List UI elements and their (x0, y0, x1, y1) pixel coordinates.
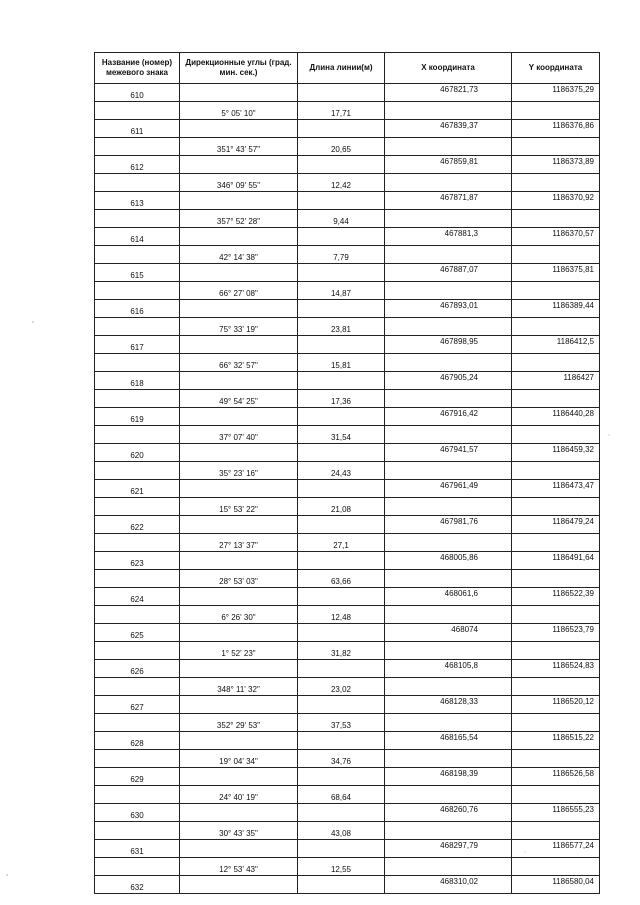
line-length-cell: 37,53 (298, 714, 385, 732)
empty-length-cell (298, 372, 385, 390)
segment-row (95, 318, 600, 336)
direction-angle-cell: 1° 52' 23" (180, 642, 298, 660)
empty-length-cell (298, 156, 385, 174)
y-coordinate-cell: 1186427 (512, 372, 600, 390)
direction-angle-cell: 357° 52' 28" (180, 210, 298, 228)
x-coordinate-cell: 467887,07 (385, 264, 512, 282)
mark-name-cell: 617 (95, 336, 180, 354)
x-coordinate-cell: 467905,24 (385, 372, 512, 390)
mark-name-cell: 630 (95, 804, 180, 822)
line-length-cell: 34,76 (298, 750, 385, 768)
line-length-cell: 21,08 (298, 498, 385, 516)
empty-name-cell (95, 282, 180, 300)
x-coordinate-cell: 467871,87 (385, 192, 512, 210)
line-length-cell: 27,1 (298, 534, 385, 552)
empty-length-cell (298, 192, 385, 210)
mark-name-cell: 625 (95, 624, 180, 642)
empty-name-cell (95, 606, 180, 624)
point-row (95, 300, 600, 318)
point-row (95, 480, 600, 498)
segment-row (95, 354, 600, 372)
point-row (95, 876, 600, 894)
x-coordinate-cell: 468198,39 (385, 768, 512, 786)
y-coordinate-cell: 1186526,58 (512, 768, 600, 786)
empty-x-cell (385, 246, 512, 264)
direction-angle-cell: 6° 26' 30" (180, 606, 298, 624)
empty-angle-cell (180, 300, 298, 318)
empty-x-cell (385, 858, 512, 876)
empty-length-cell (298, 768, 385, 786)
empty-length-cell (298, 480, 385, 498)
point-row (95, 588, 600, 606)
empty-angle-cell (180, 336, 298, 354)
line-length-cell: 63,66 (298, 570, 385, 588)
header-y-coordinate: Y координата (512, 53, 600, 84)
y-coordinate-cell: 1186479,24 (512, 516, 600, 534)
direction-angle-cell: 24° 40' 19" (180, 786, 298, 804)
point-row (95, 732, 600, 750)
line-length-cell: 15,81 (298, 354, 385, 372)
line-length-cell: 24,43 (298, 462, 385, 480)
mark-name-cell: 620 (95, 444, 180, 462)
empty-x-cell (385, 102, 512, 120)
x-coordinate-cell: 468061,6 (385, 588, 512, 606)
point-row (95, 156, 600, 174)
empty-y-cell (512, 858, 600, 876)
line-length-cell: 68,64 (298, 786, 385, 804)
empty-y-cell (512, 282, 600, 300)
empty-length-cell (298, 588, 385, 606)
line-length-cell: 17,36 (298, 390, 385, 408)
mark-name-cell: 623 (95, 552, 180, 570)
empty-length-cell (298, 264, 385, 282)
empty-x-cell (385, 390, 512, 408)
empty-name-cell (95, 210, 180, 228)
empty-name-cell (95, 786, 180, 804)
header-row (95, 53, 600, 84)
x-coordinate-cell: 468310,02 (385, 876, 512, 894)
scan-speck (609, 435, 610, 436)
direction-angle-cell: 49° 54' 25" (180, 390, 298, 408)
segment-row (95, 282, 600, 300)
empty-length-cell (298, 516, 385, 534)
segment-row (95, 678, 600, 696)
empty-name-cell (95, 750, 180, 768)
direction-angle-cell: 352° 29' 53" (180, 714, 298, 732)
segment-row (95, 786, 600, 804)
direction-angle-cell: 15° 53' 22" (180, 498, 298, 516)
empty-name-cell (95, 426, 180, 444)
point-row (95, 120, 600, 138)
header-direction-angle: Дирекционные углы (град. мин. сек.) (180, 53, 298, 84)
mark-name-cell: 624 (95, 588, 180, 606)
empty-angle-cell (180, 696, 298, 714)
empty-y-cell (512, 678, 600, 696)
empty-length-cell (298, 624, 385, 642)
table-header (95, 53, 600, 84)
empty-x-cell (385, 498, 512, 516)
x-coordinate-cell: 467961,49 (385, 480, 512, 498)
y-coordinate-cell: 1186524,83 (512, 660, 600, 678)
direction-angle-cell: 27° 13' 37" (180, 534, 298, 552)
direction-angle-cell: 28° 53' 03" (180, 570, 298, 588)
point-row (95, 264, 600, 282)
empty-length-cell (298, 876, 385, 894)
y-coordinate-cell: 1186370,92 (512, 192, 600, 210)
y-coordinate-cell: 1186491,64 (512, 552, 600, 570)
y-coordinate-cell: 1186580,04 (512, 876, 600, 894)
boundary-marks-table-sheet (94, 52, 599, 894)
segment-row (95, 498, 600, 516)
y-coordinate-cell: 1186412,5 (512, 336, 600, 354)
y-coordinate-cell: 1186459,32 (512, 444, 600, 462)
mark-name-cell: 628 (95, 732, 180, 750)
direction-angle-cell: 35° 23' 16" (180, 462, 298, 480)
empty-name-cell (95, 858, 180, 876)
y-coordinate-cell: 1186375,29 (512, 84, 600, 102)
empty-length-cell (298, 120, 385, 138)
y-coordinate-cell: 1186522,39 (512, 588, 600, 606)
point-row (95, 444, 600, 462)
empty-y-cell (512, 642, 600, 660)
direction-angle-cell: 346° 09' 55" (180, 174, 298, 192)
y-coordinate-cell: 1186375,81 (512, 264, 600, 282)
segment-row (95, 246, 600, 264)
empty-length-cell (298, 336, 385, 354)
empty-angle-cell (180, 120, 298, 138)
empty-angle-cell (180, 480, 298, 498)
empty-angle-cell (180, 624, 298, 642)
empty-x-cell (385, 570, 512, 588)
point-row (95, 192, 600, 210)
point-row (95, 336, 600, 354)
empty-name-cell (95, 714, 180, 732)
segment-row (95, 210, 600, 228)
y-coordinate-cell: 1186473,47 (512, 480, 600, 498)
y-coordinate-cell: 1186389,44 (512, 300, 600, 318)
line-length-cell: 31,54 (298, 426, 385, 444)
empty-angle-cell (180, 156, 298, 174)
segment-row (95, 462, 600, 480)
empty-length-cell (298, 696, 385, 714)
segment-row (95, 822, 600, 840)
empty-angle-cell (180, 516, 298, 534)
empty-length-cell (298, 660, 385, 678)
line-length-cell: 7,79 (298, 246, 385, 264)
empty-name-cell (95, 318, 180, 336)
point-row (95, 552, 600, 570)
empty-x-cell (385, 138, 512, 156)
point-row (95, 624, 600, 642)
point-row (95, 768, 600, 786)
mark-name-cell: 610 (95, 84, 180, 102)
x-coordinate-cell: 467916,42 (385, 408, 512, 426)
segment-row (95, 714, 600, 732)
segment-row (95, 534, 600, 552)
empty-x-cell (385, 354, 512, 372)
direction-angle-cell: 5° 05' 10" (180, 102, 298, 120)
empty-angle-cell (180, 768, 298, 786)
point-row (95, 408, 600, 426)
empty-y-cell (512, 822, 600, 840)
y-coordinate-cell: 1186515,22 (512, 732, 600, 750)
empty-name-cell (95, 246, 180, 264)
empty-y-cell (512, 606, 600, 624)
empty-angle-cell (180, 804, 298, 822)
empty-y-cell (512, 534, 600, 552)
empty-y-cell (512, 498, 600, 516)
empty-name-cell (95, 534, 180, 552)
empty-length-cell (298, 228, 385, 246)
boundary-marks-table (94, 52, 600, 894)
mark-name-cell: 627 (95, 696, 180, 714)
direction-angle-cell: 30° 43' 35" (180, 822, 298, 840)
mark-name-cell: 619 (95, 408, 180, 426)
y-coordinate-cell: 1186440,28 (512, 408, 600, 426)
empty-angle-cell (180, 192, 298, 210)
empty-x-cell (385, 822, 512, 840)
empty-x-cell (385, 462, 512, 480)
line-length-cell: 12,42 (298, 174, 385, 192)
empty-x-cell (385, 750, 512, 768)
empty-x-cell (385, 642, 512, 660)
x-coordinate-cell: 467859,81 (385, 156, 512, 174)
empty-length-cell (298, 84, 385, 102)
empty-y-cell (512, 750, 600, 768)
scan-speck (32, 321, 33, 322)
empty-name-cell (95, 390, 180, 408)
direction-angle-cell: 66° 27' 08" (180, 282, 298, 300)
empty-name-cell (95, 678, 180, 696)
x-coordinate-cell: 468260,76 (385, 804, 512, 822)
empty-x-cell (385, 606, 512, 624)
y-coordinate-cell: 1186523,79 (512, 624, 600, 642)
mark-name-cell: 626 (95, 660, 180, 678)
x-coordinate-cell: 467981,76 (385, 516, 512, 534)
segment-row (95, 390, 600, 408)
y-coordinate-cell: 1186577,24 (512, 840, 600, 858)
empty-y-cell (512, 390, 600, 408)
segment-row (95, 750, 600, 768)
empty-length-cell (298, 552, 385, 570)
empty-length-cell (298, 732, 385, 750)
mark-name-cell: 614 (95, 228, 180, 246)
empty-name-cell (95, 174, 180, 192)
empty-y-cell (512, 570, 600, 588)
x-coordinate-cell: 467941,57 (385, 444, 512, 462)
empty-name-cell (95, 498, 180, 516)
empty-y-cell (512, 462, 600, 480)
empty-y-cell (512, 210, 600, 228)
point-row (95, 84, 600, 102)
empty-angle-cell (180, 264, 298, 282)
empty-y-cell (512, 174, 600, 192)
empty-name-cell (95, 102, 180, 120)
segment-row (95, 642, 600, 660)
segment-row (95, 858, 600, 876)
line-length-cell: 17,71 (298, 102, 385, 120)
empty-length-cell (298, 300, 385, 318)
segment-row (95, 102, 600, 120)
x-coordinate-cell: 468074 (385, 624, 512, 642)
point-row (95, 516, 600, 534)
empty-y-cell (512, 786, 600, 804)
empty-angle-cell (180, 408, 298, 426)
empty-x-cell (385, 318, 512, 336)
empty-angle-cell (180, 840, 298, 858)
line-length-cell: 20,65 (298, 138, 385, 156)
point-row (95, 372, 600, 390)
x-coordinate-cell: 468005,86 (385, 552, 512, 570)
header-line-length: Длина линии(м) (298, 53, 385, 84)
table-body (95, 84, 600, 894)
direction-angle-cell: 66° 32' 57" (180, 354, 298, 372)
x-coordinate-cell: 468297,79 (385, 840, 512, 858)
y-coordinate-cell: 1186373,89 (512, 156, 600, 174)
mark-name-cell: 621 (95, 480, 180, 498)
empty-length-cell (298, 408, 385, 426)
segment-row (95, 174, 600, 192)
x-coordinate-cell: 467821,73 (385, 84, 512, 102)
empty-name-cell (95, 642, 180, 660)
line-length-cell: 23,02 (298, 678, 385, 696)
header-x-coordinate: X координата (385, 53, 512, 84)
empty-length-cell (298, 804, 385, 822)
line-length-cell: 31,82 (298, 642, 385, 660)
empty-angle-cell (180, 732, 298, 750)
direction-angle-cell: 12° 53' 43" (180, 858, 298, 876)
empty-name-cell (95, 570, 180, 588)
empty-y-cell (512, 138, 600, 156)
empty-angle-cell (180, 552, 298, 570)
empty-x-cell (385, 210, 512, 228)
x-coordinate-cell: 467898,95 (385, 336, 512, 354)
point-row (95, 660, 600, 678)
mark-name-cell: 611 (95, 120, 180, 138)
direction-angle-cell: 42° 14' 38" (180, 246, 298, 264)
empty-y-cell (512, 246, 600, 264)
empty-name-cell (95, 462, 180, 480)
x-coordinate-cell: 467893,01 (385, 300, 512, 318)
segment-row (95, 570, 600, 588)
line-length-cell: 14,87 (298, 282, 385, 300)
y-coordinate-cell: 1186520,12 (512, 696, 600, 714)
empty-name-cell (95, 822, 180, 840)
empty-angle-cell (180, 588, 298, 606)
segment-row (95, 138, 600, 156)
line-length-cell: 12,48 (298, 606, 385, 624)
empty-y-cell (512, 714, 600, 732)
mark-name-cell: 616 (95, 300, 180, 318)
empty-x-cell (385, 714, 512, 732)
empty-angle-cell (180, 228, 298, 246)
mark-name-cell: 613 (95, 192, 180, 210)
mark-name-cell: 629 (95, 768, 180, 786)
empty-y-cell (512, 102, 600, 120)
y-coordinate-cell: 1186555,23 (512, 804, 600, 822)
segment-row (95, 606, 600, 624)
line-length-cell: 9,44 (298, 210, 385, 228)
empty-name-cell (95, 354, 180, 372)
empty-length-cell (298, 444, 385, 462)
empty-y-cell (512, 354, 600, 372)
empty-x-cell (385, 426, 512, 444)
direction-angle-cell: 75° 33' 19" (180, 318, 298, 336)
empty-angle-cell (180, 876, 298, 894)
empty-length-cell (298, 840, 385, 858)
empty-angle-cell (180, 444, 298, 462)
direction-angle-cell: 37° 07' 40" (180, 426, 298, 444)
mark-name-cell: 631 (95, 840, 180, 858)
empty-name-cell (95, 138, 180, 156)
point-row (95, 804, 600, 822)
mark-name-cell: 615 (95, 264, 180, 282)
point-row (95, 696, 600, 714)
x-coordinate-cell: 468105,8 (385, 660, 512, 678)
mark-name-cell: 618 (95, 372, 180, 390)
empty-x-cell (385, 678, 512, 696)
mark-name-cell: 622 (95, 516, 180, 534)
empty-x-cell (385, 534, 512, 552)
direction-angle-cell: 348° 11' 32" (180, 678, 298, 696)
empty-y-cell (512, 426, 600, 444)
point-row (95, 840, 600, 858)
x-coordinate-cell: 468165,54 (385, 732, 512, 750)
empty-y-cell (512, 318, 600, 336)
y-coordinate-cell: 1186370,57 (512, 228, 600, 246)
point-row (95, 228, 600, 246)
line-length-cell: 43,08 (298, 822, 385, 840)
direction-angle-cell: 19° 04' 34" (180, 750, 298, 768)
header-mark-name: Название (номер) межевого знака (95, 53, 180, 84)
empty-x-cell (385, 174, 512, 192)
direction-angle-cell: 351° 43' 57" (180, 138, 298, 156)
empty-x-cell (385, 786, 512, 804)
line-length-cell: 23,81 (298, 318, 385, 336)
empty-x-cell (385, 282, 512, 300)
empty-angle-cell (180, 660, 298, 678)
segment-row (95, 426, 600, 444)
x-coordinate-cell: 467839,37 (385, 120, 512, 138)
empty-angle-cell (180, 372, 298, 390)
y-coordinate-cell: 1186376,86 (512, 120, 600, 138)
empty-angle-cell (180, 84, 298, 102)
scan-speck (6, 874, 7, 875)
x-coordinate-cell: 468128,33 (385, 696, 512, 714)
x-coordinate-cell: 467881,3 (385, 228, 512, 246)
mark-name-cell: 632 (95, 876, 180, 894)
mark-name-cell: 612 (95, 156, 180, 174)
line-length-cell: 12,55 (298, 858, 385, 876)
